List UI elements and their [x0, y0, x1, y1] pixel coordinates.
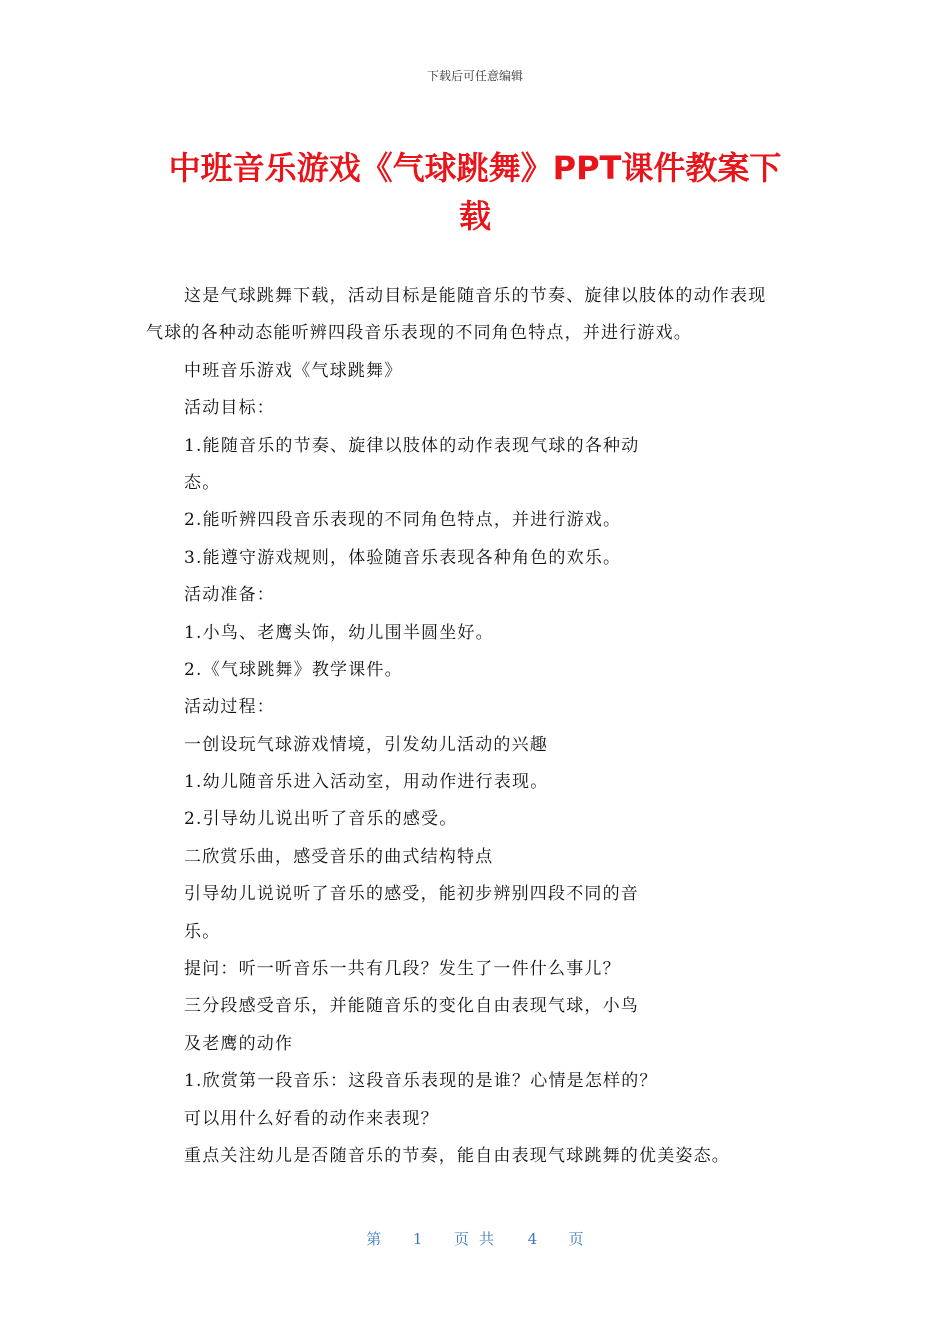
paragraph-line: 1.欣赏第一段音乐：这段音乐表现的是谁？心情是怎样的？ [184, 1071, 658, 1092]
footer-page-label: 第 [366, 1230, 382, 1248]
paragraph-line: 2.《气球跳舞》教学课件。 [184, 659, 403, 680]
paragraph-line: 可以用什么好看的动作来表现？ [184, 1108, 439, 1129]
page-footer [0, 1228, 950, 1249]
paragraph-line: 1.能随音乐的节奏、旋律以肢体的动作表现气球的各种动 [184, 435, 640, 456]
footer-page-end: 页 [568, 1230, 584, 1248]
title-line-1: 中班音乐游戏《气球跳舞》PPT课件教案下 [168, 149, 782, 187]
paragraph-line: 3.能遵守游戏规则，体验随音乐表现各种角色的欢乐。 [184, 547, 622, 568]
header-note: 下载后可任意编辑 [426, 69, 523, 83]
paragraph-line: 及老鹰的动作 [184, 1033, 294, 1054]
paragraph-line: 重点关注幼儿是否随音乐的节奏，能自由表现气球跳舞的优美姿态。 [184, 1145, 730, 1166]
paragraph-line: 1.小鸟、老鹰头饰，幼儿围半圆坐好。 [184, 622, 494, 643]
paragraph-line: 中班音乐游戏《气球跳舞》 [184, 360, 403, 381]
paragraph-line: 2.能听辨四段音乐表现的不同角色特点，并进行游戏。 [184, 510, 622, 531]
paragraph-line: 三分段感受音乐，并能随音乐的变化自由表现气球，小鸟 [184, 996, 639, 1017]
document-title [140, 144, 810, 240]
footer-page-number: 1 [412, 1230, 423, 1248]
paragraph-line: 二欣赏乐曲，感受音乐的曲式结构特点 [184, 846, 494, 867]
paragraph-line: 气球的各种动态能听辨四段音乐表现的不同角色特点，并进行游戏。 [146, 323, 692, 344]
paragraph-line: 引导幼儿说说听了音乐的感受，能初步辨别四段不同的音 [184, 884, 639, 905]
document-body [146, 278, 806, 1175]
title-line-2: 载 [458, 197, 491, 235]
paragraph-line: 活动过程： [184, 697, 275, 718]
paragraph-line: 态。 [184, 472, 221, 493]
footer-page-mid: 页共 [453, 1230, 504, 1248]
paragraph-line: 乐。 [184, 921, 221, 942]
paragraph-line: 一创设玩气球游戏情境，引发幼儿活动的兴趣 [184, 734, 548, 755]
footer-total-pages: 4 [527, 1230, 538, 1248]
paragraph-line: 提问：听一听音乐一共有几段？发生了一件什么事儿？ [184, 959, 621, 980]
paragraph-line: 活动目标： [184, 398, 275, 419]
paragraph-line: 活动准备： [184, 585, 275, 606]
paragraph-line: 1.幼儿随音乐进入活动室，用动作进行表现。 [184, 772, 549, 793]
paragraph-line: 2.引导幼儿说出听了音乐的感受。 [184, 809, 458, 830]
paragraph-line: 这是气球跳舞下载，活动目标是能随音乐的节奏、旋律以肢体的动作表现 [184, 286, 767, 306]
